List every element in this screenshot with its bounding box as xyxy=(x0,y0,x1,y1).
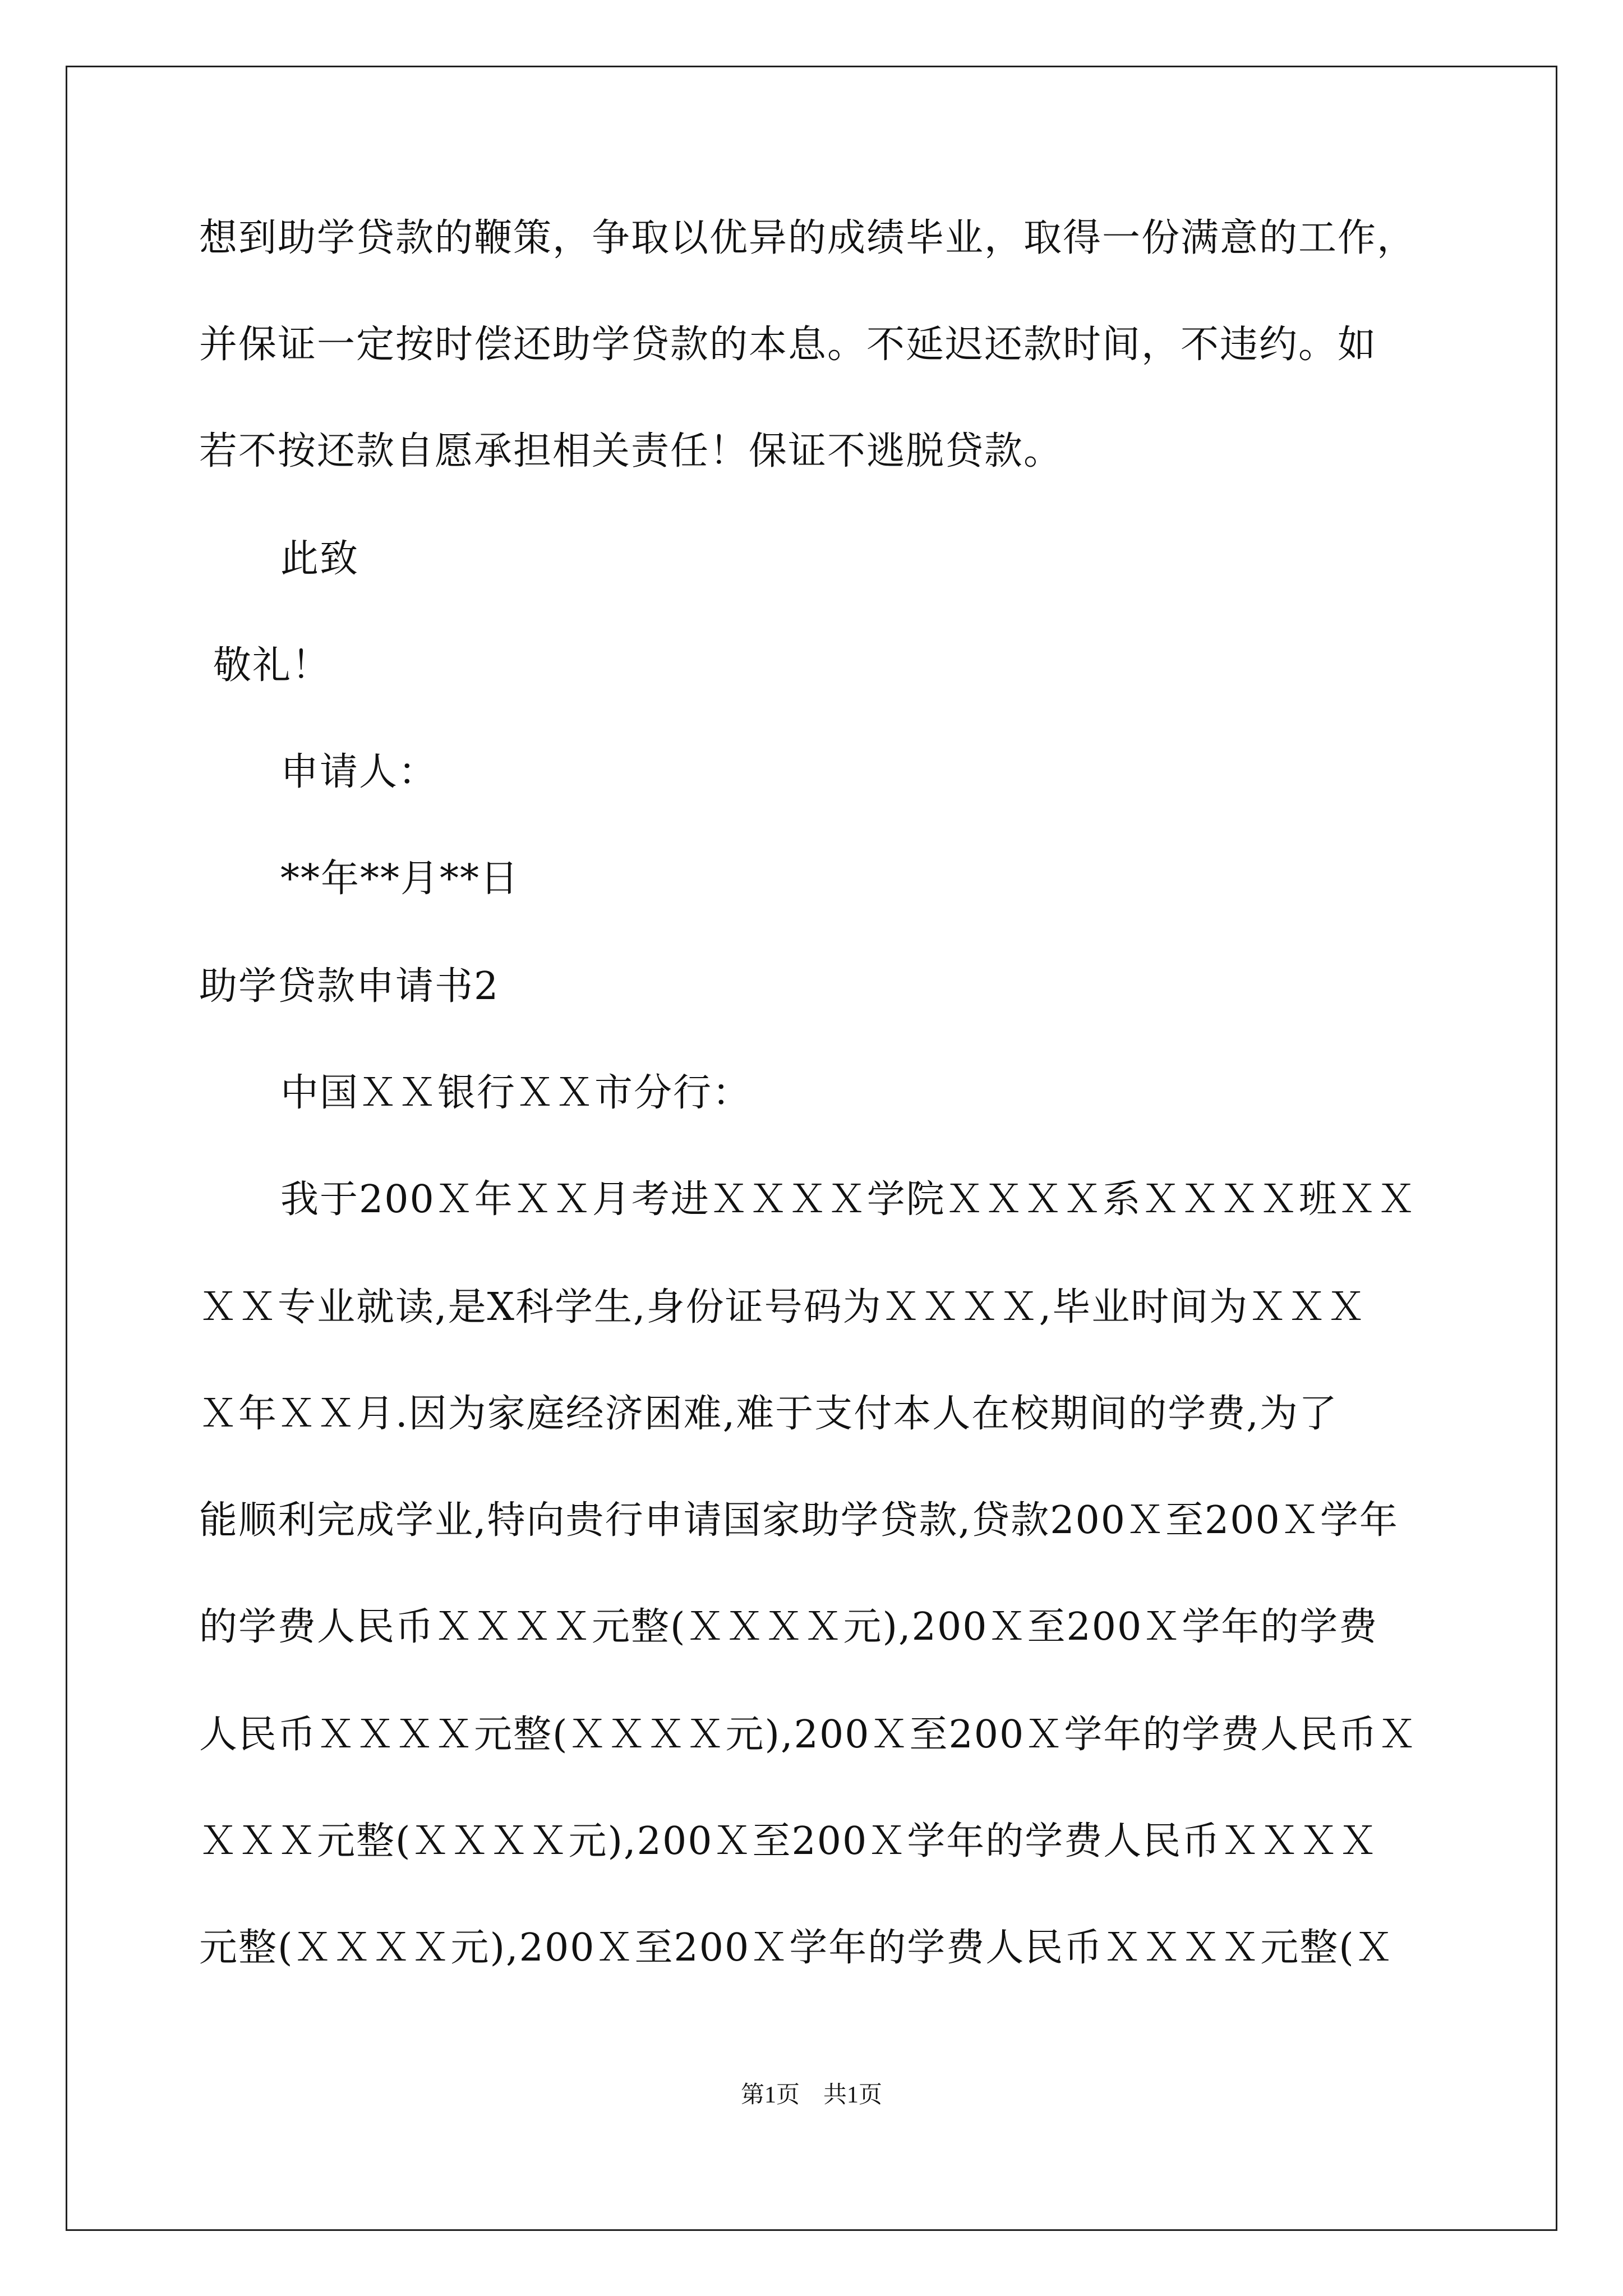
addressee: 中国ＸＸ银行ＸＸ市分行： xyxy=(280,1071,752,1115)
body-line-2: 并保证一定按时偿还助学贷款的本息。不延迟还款时间，不违约。如 xyxy=(199,323,1377,367)
closing-respect: 敬礼！ xyxy=(213,643,331,688)
date-line: **年**月**日 xyxy=(280,857,520,901)
section-heading: 助学贷款申请书2 xyxy=(199,964,500,1009)
body-line-15: 人民币ＸＸＸＸ元整(ＸＸＸＸ元),200Ｘ至200Ｘ学年的学费人民币Ｘ xyxy=(199,1713,1418,1757)
body-line-14: 的学费人民币ＸＸＸＸ元整(ＸＸＸＸ元),200Ｘ至200Ｘ学年的学费 xyxy=(199,1605,1378,1649)
body-line-13: 能顺利完成学业,特向贵行申请国家助学贷款,贷款200Ｘ至200Ｘ学年 xyxy=(199,1498,1399,1543)
closing-salutation: 此致 xyxy=(280,537,359,581)
body-line-12: Ｘ年ＸＸ月.因为家庭经济困难,难于支付本人在校期间的学费,为了 xyxy=(199,1392,1338,1436)
body-line-17: 元整(ＸＸＸＸ元),200Ｘ至200Ｘ学年的学费人民币ＸＸＸＸ元整(Ｘ xyxy=(199,1926,1394,1970)
body-line-10: 我于200Ｘ年ＸＸ月考进ＸＸＸＸ学院ＸＸＸＸ系ＸＸＸＸ班ＸＸ xyxy=(280,1177,1417,1222)
applicant-label: 申请人： xyxy=(280,750,438,794)
page-number-footer: 第1页 共1页 xyxy=(740,2082,882,2108)
body-line-3: 若不按还款自愿承担相关责任！保证不逃脱贷款。 xyxy=(199,429,1063,473)
page-border xyxy=(66,66,1557,2231)
body-line-1: 想到助学贷款的鞭策，争取以优异的成绩毕业，取得一份满意的工作， xyxy=(199,216,1417,260)
body-line-11: ＸＸ专业就读,是X科学生,身份证号码为ＸＸＸＸ,毕业时间为ＸＸＸ xyxy=(199,1285,1367,1329)
body-line-16: ＸＸＸ元整(ＸＸＸＸ元),200Ｘ至200Ｘ学年的学费人民币ＸＸＸＸ xyxy=(199,1819,1378,1864)
